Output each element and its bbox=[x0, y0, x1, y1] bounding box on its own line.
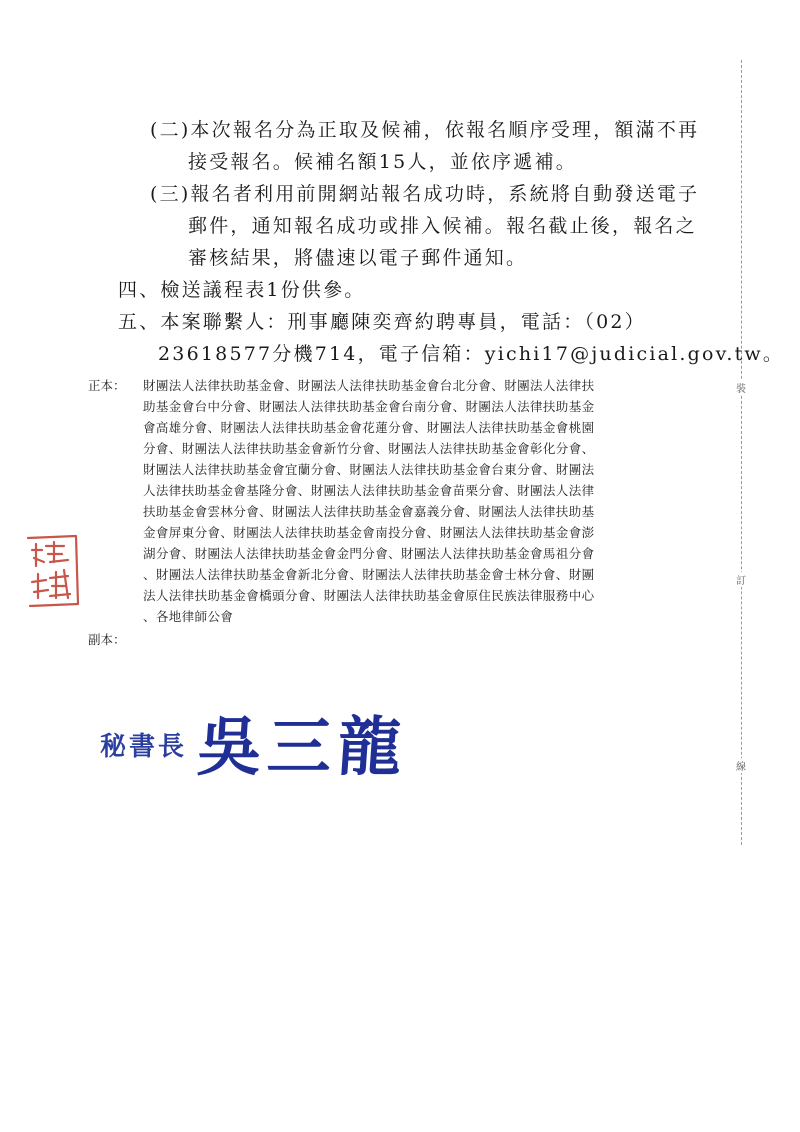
recipient-line: 、財團法人法律扶助基金會新北分會、財團法人法律扶助基金會士林分會、財團 bbox=[143, 567, 595, 582]
body-line: 審核結果，將儘速以電子郵件通知。 bbox=[188, 247, 528, 269]
recipient-line: 法人法律扶助基金會橋頭分會、財團法人法律扶助基金會原住民族法律服務中心 bbox=[143, 588, 595, 603]
recipient-line: 助基金會台中分會、財團法人法律扶助基金會台南分會、財團法人法律扶助基金 bbox=[143, 399, 595, 414]
recipient-line: 金會屏東分會、財團法人法律扶助基金會南投分會、財團法人法律扶助基金會澎 bbox=[143, 525, 595, 540]
body-line: (三)報名者利用前開網站報名成功時，系統將自動發送電子 bbox=[150, 183, 700, 205]
body-line: 接受報名。候補名額15人，並依序遞補。 bbox=[188, 151, 577, 173]
main-recipient-label: 正本： bbox=[88, 378, 126, 393]
body-line: 郵件，通知報名成功或排入候補。報名截止後，報名之 bbox=[188, 215, 697, 237]
body-line: (二)本次報名分為正取及候補，依報名順序受理，額滿不再 bbox=[150, 119, 700, 141]
copy-recipient-label: 副本： bbox=[88, 632, 126, 647]
recipient-line: 人法律扶助基金會基隆分會、財團法人法律扶助基金會苗栗分會、財團法人法律 bbox=[143, 483, 595, 498]
binding-mark: 裝 bbox=[734, 380, 748, 395]
recipient-line: 、各地律師公會 bbox=[143, 609, 234, 624]
binding-mark: 訂 bbox=[734, 572, 748, 587]
body-line: 23618577分機714，電子信箱：yichi17@judicial.gov.tw。 bbox=[158, 343, 785, 365]
recipient-line: 財團法人法律扶助基金會宜蘭分會、財團法人法律扶助基金會台東分會、財團法 bbox=[143, 462, 595, 477]
recipient-line: 湖分會、財團法人法律扶助基金會金門分會、財團法人法律扶助基金會馬祖分會 bbox=[143, 546, 595, 561]
recipient-line: 財團法人法律扶助基金會、財團法人法律扶助基金會台北分會、財團法人法律扶 bbox=[143, 378, 595, 393]
recipient-line: 會高雄分會、財團法人法律扶助基金會花蓮分會、財團法人法律扶助基金會桃園 bbox=[143, 420, 595, 435]
signature-name: 吳三龍 bbox=[194, 710, 411, 785]
body-line: 四、檢送議程表1份供參。 bbox=[118, 279, 366, 301]
signature-title: 秘書長 bbox=[100, 732, 188, 762]
recipient-line: 扶助基金會雲林分會、財團法人法律扶助基金會嘉義分會、財團法人法律扶助基 bbox=[143, 504, 595, 519]
binding-mark: 線 bbox=[734, 758, 748, 773]
binding-line bbox=[741, 60, 742, 845]
recipient-line: 分會、財團法人法律扶助基金會新竹分會、財團法人法律扶助基金會彰化分會、 bbox=[143, 441, 595, 456]
seal-stamp-icon bbox=[24, 532, 82, 610]
body-line: 五、本案聯繫人：刑事廳陳奕齊約聘專員，電話：（02） bbox=[118, 311, 646, 333]
